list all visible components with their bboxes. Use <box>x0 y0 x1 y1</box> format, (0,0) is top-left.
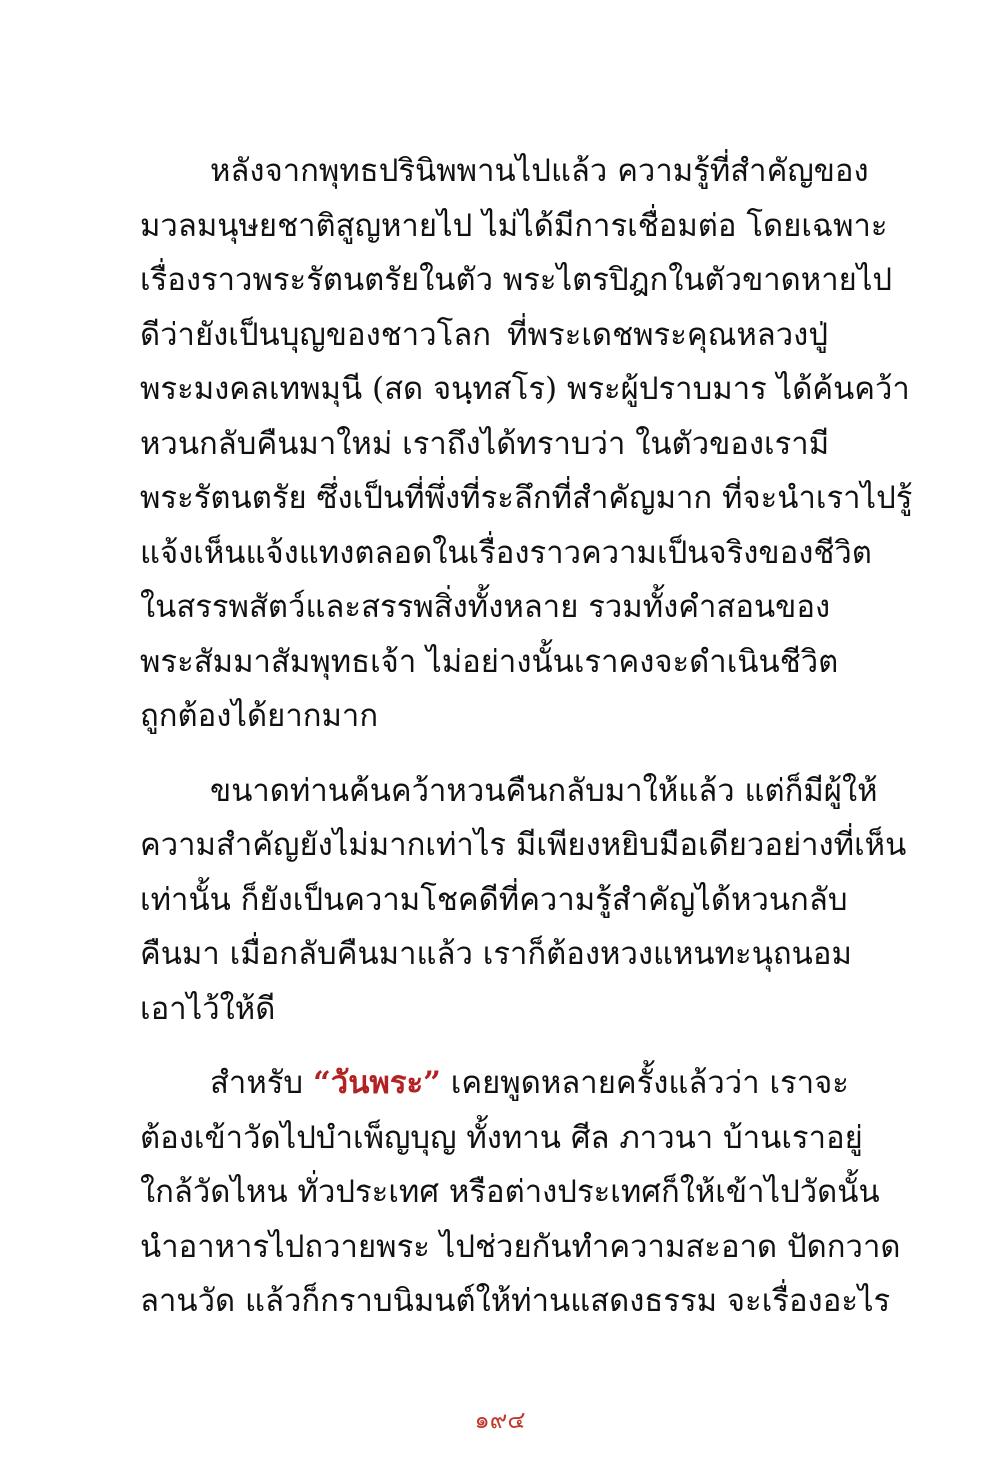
page-number: ๑๙๔ <box>474 1406 526 1434</box>
text-line: ความสำคัญยังไม่มากเท่าไร มีเพียงหยิบมือเดียวอย่างที่เห็น <box>140 827 907 863</box>
text-line: ถูกต้องได้ยากมาก <box>140 698 379 734</box>
text-line-with-highlight <box>140 1056 849 1111</box>
text-segment: เคยพูดหลายครั้งแล้วว่า เราจะ <box>440 1065 849 1101</box>
text-line: หลังจากพุทธปรินิพพานไปแล้ว ความรู้ที่สำคัญของ <box>210 153 869 189</box>
text-line: เอาไว้ให้ดี <box>140 990 276 1027</box>
text-line: ดีว่ายังเป็นบุญของชาวโลก ที่พระเดชพระคุณหลวงปู่ <box>140 316 828 353</box>
text-line: ขนาดท่านค้นคว้าหวนคืนกลับมาให้แล้ว แต่ก็มีผู้ให้ <box>210 772 878 809</box>
text-line: นำอาหารไปถวายพระ ไปช่วยกันทำความสะอาด ปัดกวาด <box>140 1228 901 1265</box>
paragraph-3 <box>140 1056 901 1329</box>
paragraph-2 <box>140 764 907 1037</box>
paragraph-spacer <box>140 744 828 764</box>
paragraph-1 <box>140 144 913 744</box>
text-line: ลานวัด แล้วก็กราบนิมนต์ให้ท่านแสดงธรรม จะเรื่องอะไร <box>140 1283 891 1319</box>
text-line: มวลมนุษยชาติสูญหายไป ไม่ได้มีการเชื่อมต่อ โดยเฉพาะ <box>140 207 888 244</box>
highlighted-term: “วันพระ” <box>312 1065 441 1101</box>
body-text <box>140 144 913 1329</box>
text-line: คืนมา เมื่อกลับคืนมาแล้ว เราก็ต้องหวงแหนทะนุถนอม <box>140 936 852 972</box>
text-line: ใกล้วัดไหน ทั่วประเทศ หรือต่างประเทศก็ให้เข้าไปวัดนั้น <box>140 1174 880 1210</box>
text-line: แจ้งเห็นแจ้งแทงตลอดในเรื่องราวความเป็นจริงของชีวิต <box>140 534 872 571</box>
text-segment: สำหรับ <box>210 1065 313 1101</box>
text-line: พระสัมมาสัมพุทธเจ้า ไม่อย่างนั้นเราคงจะดำเนินชีวิต <box>140 643 839 680</box>
text-line: ต้องเข้าวัดไปบำเพ็ญบุญ ทั้งทาน ศีล ภาวนา บ้านเราอยู่ <box>140 1119 863 1156</box>
text-line: พระมงคลเทพมุนี (สด จนฺทสโร) พระผู้ปราบมาร ได้ค้นคว้า <box>140 371 910 407</box>
text-line: เรื่องราวพระรัตนตรัยในตัว พระไตรปิฎกในตัวขาดหายไป <box>140 262 893 298</box>
text-line: เท่านั้น ก็ยังเป็นความโชคดีที่ความรู้สำคัญได้หวนกลับ <box>140 881 848 918</box>
paragraph-spacer <box>140 1036 828 1056</box>
text-line: พระรัตนตรัย ซึ่งเป็นที่พึ่งที่ระลึกที่สำคัญมาก ที่จะนำเราไปรู้ <box>140 480 913 516</box>
text-line: หวนกลับคืนมาใหม่ เราถึงได้ทราบว่า ในตัวของเรามี <box>140 425 830 462</box>
text-line: ในสรรพสัตว์และสรรพสิ่งทั้งหลาย รวมทั้งคำสอนของ <box>140 589 831 625</box>
